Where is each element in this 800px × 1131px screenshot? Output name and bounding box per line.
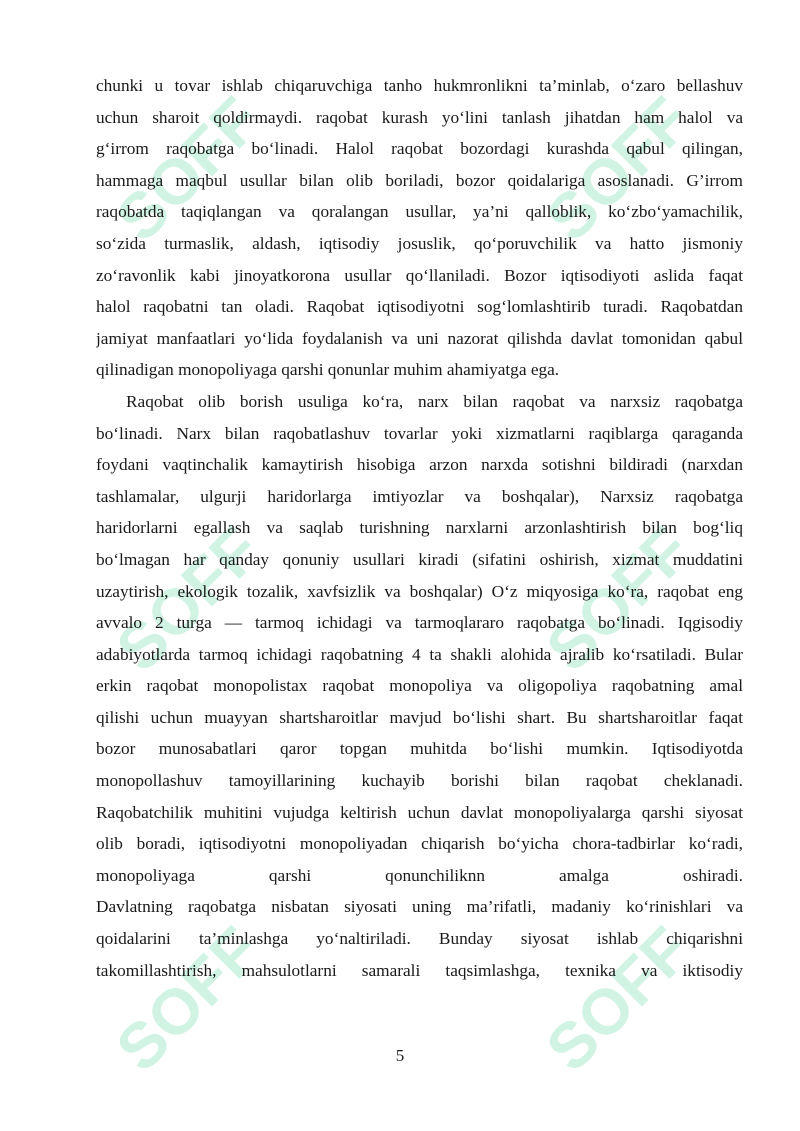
- svg-text:SOFF: SOFF: [532, 83, 705, 255]
- text-line: olib boradi, iqtisodiyotni monopoliyadan chiqarish bo‘yicha chora-tadbirlar ko‘radi,: [96, 834, 743, 854]
- text-line: Davlatning raqobatga nisbatan siyosati uning ma’rifatli, madaniy ko‘rinishlari va: [96, 897, 743, 917]
- page-number: 5: [395, 1046, 405, 1065]
- text-line: g‘irrom raqobatga bo‘linadi. Halol raqobat bozordagi kurashda qabul qilingan,: [96, 139, 743, 159]
- svg-text:SOFF: SOFF: [102, 913, 275, 1085]
- text-line: monopoliyaga qarshi qonunchiliknn amalga oshiradi.: [96, 865, 743, 885]
- text-line: bozor munosabatlari qaror topgan muhitda bo‘lishi mumkin. Iqtisodiyotda: [96, 739, 743, 759]
- text-line: monopollashuv tamoyillarining kuchayib borishi bilan raqobat cheklanadi.: [96, 771, 743, 791]
- text-line: Raqobatchilik muhitini vujudga keltirish uchun davlat monopoliyalarga qarshi siyosat: [96, 802, 743, 822]
- text-line: jamiyat manfaatlari yo‘lida foydalanish va uni nazorat qilishda davlat tomonidan qabul: [96, 328, 743, 348]
- text-line: takomillashtirish, mahsulotlarni samarali taqsimlashga, texnika va iktisodiy: [96, 960, 743, 980]
- text-line: avvalo 2 turga — tarmoq ichidagi va tarmoqlararo raqobatga bo‘linadi. Iqgisodiy: [96, 613, 743, 633]
- text-line: halol raqobatni tan oladi. Raqobat iqtisodiyotni sog‘lomlashtirib turadi. Raqobatdan: [96, 297, 743, 317]
- text-line: qilinadigan monopoliyaga qarshi qonunlar muhim ahamiyatga ega.: [96, 360, 560, 380]
- text-line: so‘zida turmaslik, aldash, iqtisodiy josuslik, qo‘poruvchilik va hatto jismoniy: [96, 233, 743, 253]
- text-line: Raqobat olib borish usuliga ko‘ra, narx bilan raqobat va narxsiz raqobatga: [126, 391, 743, 411]
- text-line: raqobatda taqiqlangan va qoralangan usullar, ya’ni qalloblik, ko‘zbo‘yamachilik,: [96, 202, 743, 222]
- text-line: foydani vaqtinchalik kamaytirish hisobiga arzon narxda sotishni bildiradi (narxdan: [96, 455, 743, 475]
- text-line: qilishi uchun muayyan shartsharoitlar mavjud bo‘lishi shart. Bu shartsharoitlar faqat: [96, 707, 743, 727]
- text-line: bo‘linadi. Narx bilan raqobatlashuv tovarlar yoki xizmatlarni raqiblarga qaraganda: [96, 423, 743, 443]
- svg-text:SOFF: SOFF: [532, 913, 705, 1085]
- watermark-text: SOFF: [102, 83, 275, 255]
- text-line: erkin raqobat monopolistax raqobat monopoliya va oligopoliya raqobatning amal: [96, 676, 743, 696]
- text-line: uzaytirish, ekologik tozalik, xavfsizlik va boshqalar) O‘z miqyosiga ko‘ra, raqobat eng: [96, 581, 743, 601]
- document-body: [96, 70, 743, 986]
- text-line: zo‘ravonlik kabi jinoyatkorona usullar qo‘llaniladi. Bozor iqtisodiyoti aslida faqat: [96, 265, 743, 285]
- text-line: uchun sharoit qoldirmaydi. raqobat kurash yo‘lini tanlash jihatdan ham halol va: [96, 107, 743, 127]
- text-line: haridorlarni egallash va saqlab turishning narxlarni arzonlashtirish bilan bog‘liq: [96, 518, 743, 538]
- svg-text:SOFF: SOFF: [532, 513, 705, 685]
- text-line: hammaga maqbul usullar bilan olib boriladi, bozor qoidalariga asoslanadi. G’irrom: [96, 170, 743, 190]
- text-line: tashlamalar, ulgurji haridorlarga imtiyozlar va boshqalar), Narxsiz raqobatga: [96, 486, 743, 506]
- text-line: qoidalarini ta’minlashga yo‘naltiriladi. Bunday siyosat ishlab chiqarishni: [96, 929, 743, 949]
- paragraph-2: [96, 386, 743, 986]
- text-line: adabiyotlarda tarmoq ichidagi raqobatning 4 ta shakli alohida ajralib ko‘rsatiladi. Bular: [96, 644, 743, 664]
- text-line: bo‘lmagan har qanday qonuniy usullari kiradi (sifatini oshirish, xizmat muddatini: [96, 549, 743, 569]
- text-line: chunki u tovar ishlab chiqaruvchiga tanho hukmronlikni ta’minlab, o‘zaro bellashuv: [96, 76, 743, 95]
- paragraph-1: [96, 70, 743, 386]
- svg-text:SOFF: SOFF: [102, 513, 275, 685]
